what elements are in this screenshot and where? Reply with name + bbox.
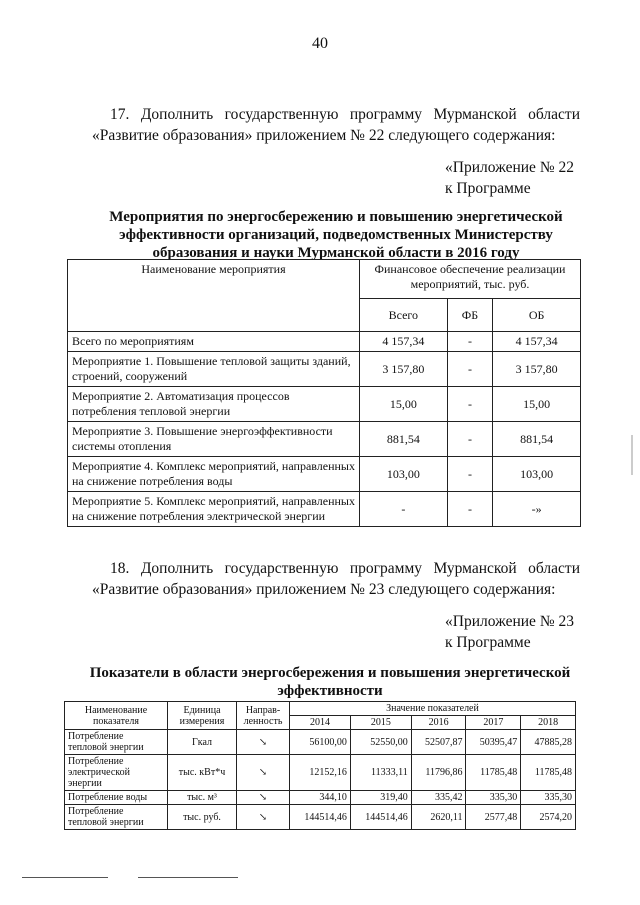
appendix-22-line-1: «Приложение № 22 xyxy=(445,159,574,176)
table-row xyxy=(68,492,581,527)
value-ob: -» xyxy=(493,492,581,527)
footer-rule-right xyxy=(138,877,238,878)
indicator-name: Потребление тепловой энергии xyxy=(65,805,168,830)
energy-indicators-table xyxy=(64,701,576,830)
down-arrow-icon: ↘ xyxy=(237,755,290,791)
table-row xyxy=(68,457,581,492)
table-row xyxy=(68,352,581,387)
header-values: Значение показателей xyxy=(290,702,576,716)
indicator-value: 144514,46 xyxy=(350,805,411,830)
indicator-value: 2574,20 xyxy=(521,805,576,830)
item-18-paragraph xyxy=(92,558,580,600)
indicator-value: 12152,16 xyxy=(290,755,351,791)
scan-edge-mark xyxy=(631,435,633,475)
appendix-23-line-1: «Приложение № 23 xyxy=(445,613,574,630)
indicator-unit: тыс. кВт*ч xyxy=(168,755,237,791)
value-ob: 3 157,80 xyxy=(493,352,581,387)
item-18-line-2: «Развитие образования» приложением № 23 следующего содержания: xyxy=(92,581,556,598)
indicator-unit: Гкал xyxy=(168,730,237,755)
item-17-line-2: «Развитие образования» приложением № 22 следующего содержания: xyxy=(92,127,556,144)
table-row xyxy=(65,730,576,755)
measure-name: Мероприятие 3. Повышение энергоэффективности системы отопления xyxy=(68,422,360,457)
indicator-value: 11333,11 xyxy=(350,755,411,791)
header-year: 2015 xyxy=(350,716,411,730)
indicator-name: Потребление тепловой энергии xyxy=(65,730,168,755)
indicator-value: 335,30 xyxy=(521,791,576,805)
value-fb: - xyxy=(447,332,493,352)
indicator-name: Потребление электрической энергии xyxy=(65,755,168,791)
value-fb: - xyxy=(447,457,493,492)
indicator-value: 2620,11 xyxy=(411,805,466,830)
table-2-title: Показатели в области энергосбережения и повышения энергетической эффективности xyxy=(89,665,571,699)
value-fb: - xyxy=(447,422,493,457)
indicator-value: 2577,48 xyxy=(466,805,521,830)
value-fb: - xyxy=(447,352,493,387)
value-total: 881,54 xyxy=(360,422,448,457)
value-ob: 103,00 xyxy=(493,457,581,492)
measure-name: Мероприятие 4. Комплекс мероприятий, направленных на снижение потребления воды xyxy=(68,457,360,492)
appendix-22-caption xyxy=(445,157,574,199)
measure-name: Всего по мероприятиям xyxy=(68,332,360,352)
header-year: 2018 xyxy=(521,716,576,730)
value-ob: 881,54 xyxy=(493,422,581,457)
table-row xyxy=(65,755,576,791)
header-year: 2017 xyxy=(466,716,521,730)
table-1-title: Мероприятия по энергосбережению и повышению энергетической эффективности организаций, подведомственных Министерству образования и науки Мурманской области в 2016 году xyxy=(109,209,563,261)
indicator-value: 52550,00 xyxy=(350,730,411,755)
item-17-paragraph xyxy=(92,104,580,146)
table-row xyxy=(68,387,581,422)
value-fb: - xyxy=(447,492,493,527)
header-year: 2014 xyxy=(290,716,351,730)
header-fb: ФБ xyxy=(447,299,493,332)
value-total: 103,00 xyxy=(360,457,448,492)
value-total: - xyxy=(360,492,448,527)
header-unit: Единица измерения xyxy=(168,702,237,730)
header-ob: ОБ xyxy=(493,299,581,332)
indicator-value: 11796,86 xyxy=(411,755,466,791)
indicator-value: 47885,28 xyxy=(521,730,576,755)
table-row xyxy=(65,791,576,805)
indicator-unit: тыс. руб. xyxy=(168,805,237,830)
indicator-value: 335,30 xyxy=(466,791,521,805)
indicator-name: Потребление воды xyxy=(65,791,168,805)
header-direction: Направ-ленность xyxy=(237,702,290,730)
header-total: Всего xyxy=(360,299,448,332)
value-total: 3 157,80 xyxy=(360,352,448,387)
down-arrow-icon: ↘ xyxy=(237,730,290,755)
table-row xyxy=(65,805,576,830)
indicator-unit: тыс. м³ xyxy=(168,791,237,805)
indicator-value: 50395,47 xyxy=(466,730,521,755)
indicator-value: 335,42 xyxy=(411,791,466,805)
footer-rule-left xyxy=(22,877,108,878)
indicator-value: 11785,48 xyxy=(466,755,521,791)
indicator-value: 52507,87 xyxy=(411,730,466,755)
indicator-value: 56100,00 xyxy=(290,730,351,755)
energy-measures-table xyxy=(67,259,581,527)
appendix-22-line-2: к Программе xyxy=(445,180,531,197)
measure-name: Мероприятие 5. Комплекс мероприятий, направленных на снижение потребления электрической энергии xyxy=(68,492,360,527)
value-total: 15,00 xyxy=(360,387,448,422)
header-indicator-name: Наименование показателя xyxy=(65,702,168,730)
header-financing: Финансовое обеспечение реализации мероприятий, тыс. руб. xyxy=(360,260,581,299)
appendix-23-caption xyxy=(445,611,574,653)
measure-name: Мероприятие 2. Автоматизация процессов потребления тепловой энергии xyxy=(68,387,360,422)
value-fb: - xyxy=(447,387,493,422)
indicator-value: 144514,46 xyxy=(290,805,351,830)
indicator-value: 11785,48 xyxy=(521,755,576,791)
down-arrow-icon: ↘ xyxy=(237,805,290,830)
header-measure-name: Наименование мероприятия xyxy=(68,260,360,332)
value-ob: 4 157,34 xyxy=(493,332,581,352)
header-year: 2016 xyxy=(411,716,466,730)
table-row xyxy=(68,332,581,352)
value-ob: 15,00 xyxy=(493,387,581,422)
appendix-23-line-2: к Программе xyxy=(445,634,531,651)
indicator-value: 344,10 xyxy=(290,791,351,805)
item-18-line-1: 18. Дополнить государственную программу Мурманской области xyxy=(110,560,580,577)
indicator-value: 319,40 xyxy=(350,791,411,805)
down-arrow-icon: ↘ xyxy=(237,791,290,805)
table-row xyxy=(68,422,581,457)
page-number: 40 xyxy=(312,35,328,52)
item-17-line-1: 17. Дополнить государственную программу Мурманской области xyxy=(110,106,580,123)
value-total: 4 157,34 xyxy=(360,332,448,352)
measure-name: Мероприятие 1. Повышение тепловой защиты зданий, строений, сооружений xyxy=(68,352,360,387)
